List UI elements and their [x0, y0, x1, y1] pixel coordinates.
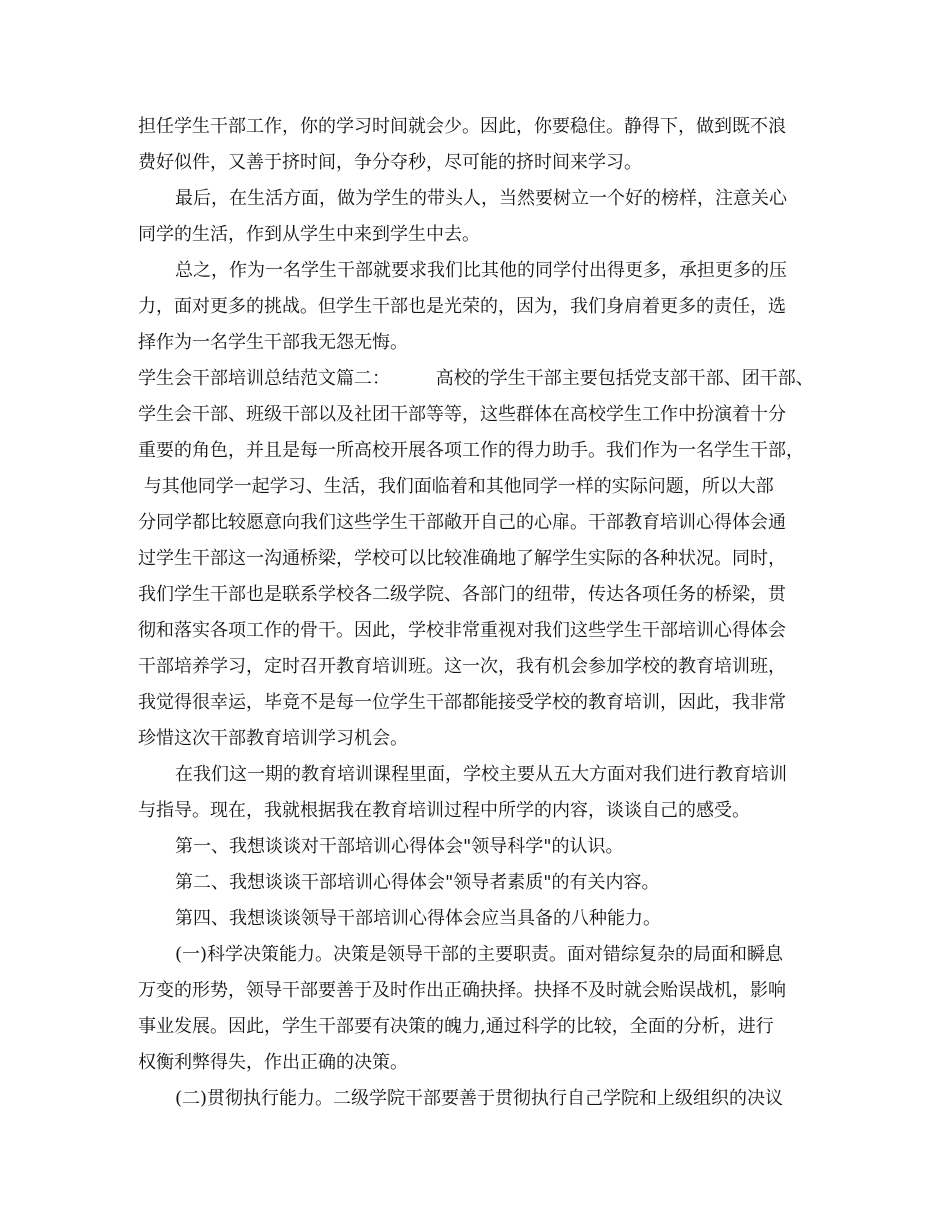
text-line: 担任学生干部工作，你的学习时间就会少。因此，你要稳住。静得下，做到既不浪 [138, 116, 786, 137]
text-line: 事业发展。因此，学生干部要有决策的魄力,通过科学的比较，全面的分析，进行 [138, 1016, 774, 1037]
text-line: 我们学生干部也是联系学校各二级学院、各部门的纽带，传达各项任务的桥梁，贯 [138, 584, 786, 605]
text-line: 力，面对更多的挑战。但学生干部也是光荣的，因为，我们身肩着更多的责任，选 [138, 296, 786, 317]
text-line: 第二、我想谈谈干部培训心得体会"领导者素质"的有关内容。 [175, 872, 660, 893]
text-line: 与其他同学一起学习、生活，我们面临着和其他同学一样的实际问题，所以大部 [138, 476, 774, 497]
text-line: 总之，作为一名学生干部就要求我们比其他的同学付出得更多，承担更多的压 [175, 260, 787, 281]
text-line: 学生会干部、班级干部以及社团干部等等，这些群体在高校学生工作中扮演着十分 [138, 404, 786, 425]
text-line: 分同学都比较愿意向我们这些学生干部敞开自己的心扉。干部教育培训心得体会通 [138, 512, 786, 533]
text-line: 我觉得很幸运，毕竟不是每一位学生干部都能接受学校的教育培训，因此，我非常 [138, 692, 786, 713]
text-line: 万变的形势，领导干部要善于及时作出正确抉择。抉择不及时就会贻误战机，影响 [138, 980, 786, 1001]
text-line: 费好似件，又善于挤时间，争分夺秒，尽可能的挤时间来学习。 [138, 152, 642, 173]
text-line: 珍惜这次干部教育培训学习机会。 [138, 728, 408, 749]
text-line: 第四、我想谈谈领导干部培训心得体会应当具备的八种能力。 [175, 908, 661, 929]
text-line: 过学生干部这一沟通桥梁，学校可以比较准确地了解学生实际的各种状况。同时， [138, 548, 786, 569]
text-line: 学生会干部培训总结范文篇二： 高校的学生干部主要包括党支部干部、团干部、 [138, 368, 814, 389]
text-line: 彻和落实各项工作的骨干。因此，学校非常重视对我们这些学生干部培训心得体会 [138, 620, 786, 641]
text-line: 与指导。现在，我就根据我在教育培训过程中所学的内容，谈谈自己的感受。 [138, 800, 750, 821]
text-line: 权衡利弊得失，作出正确的决策。 [138, 1052, 408, 1073]
text-line: 在我们这一期的教育培训课程里面，学校主要从五大方面对我们进行教育培训 [175, 764, 787, 785]
text-line: (二)贯彻执行能力。二级学院干部要善于贯彻执行自己学院和上级组织的决议 [175, 1088, 784, 1109]
text-line: 干部培养学习，定时召开教育培训班。这一次，我有机会参加学校的教育培训班， [138, 656, 786, 677]
text-line: 重要的角色，并且是每一所高校开展各项工作的得力助手。我们作为一名学生干部， [138, 440, 804, 461]
text-line: 第一、我想谈谈对干部培训心得体会"领导科学"的认识。 [175, 836, 624, 857]
text-line: 最后，在生活方面，做为学生的带头人，当然要树立一个好的榜样，注意关心 [175, 188, 787, 209]
text-line: (一)科学决策能力。决策是领导干部的主要职责。面对错综复杂的局面和瞬息 [175, 944, 784, 965]
text-line: 择作为一名学生干部我无怨无悔。 [138, 332, 408, 353]
text-line: 同学的生活，作到从学生中来到学生中去。 [138, 224, 480, 245]
